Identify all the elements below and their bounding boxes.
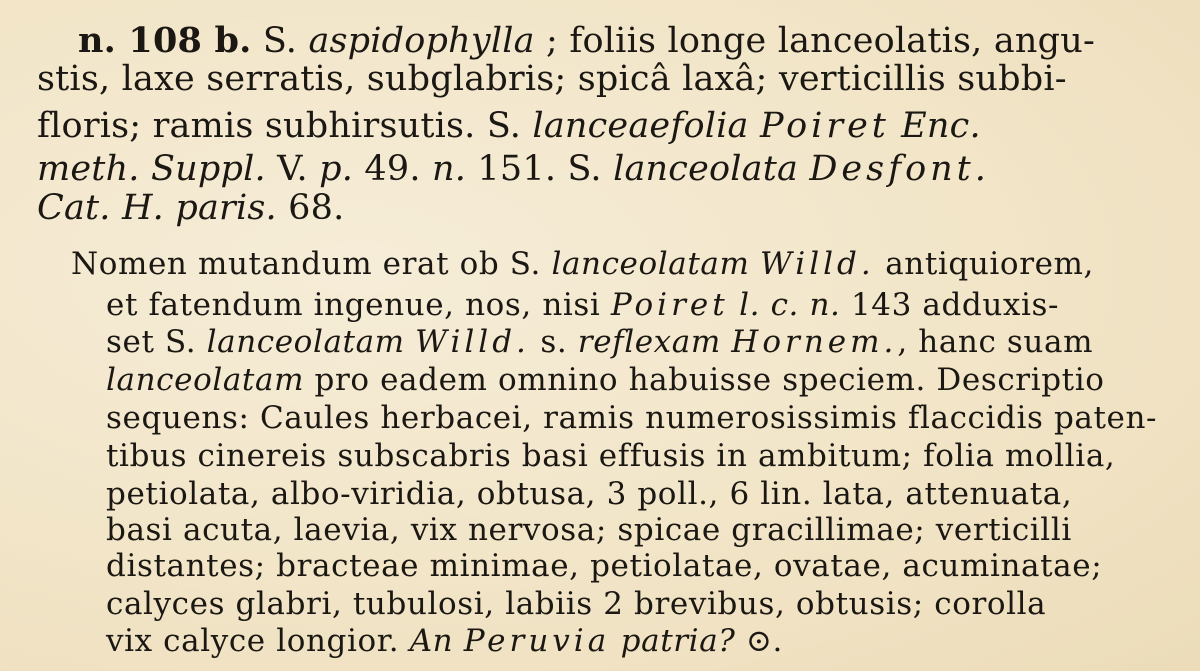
- entry-line-4-run-4: 49.: [353, 149, 433, 189]
- entry-line-5-run-1: Cat. H. paris.: [37, 188, 277, 228]
- note-line-8-run-1: basi acuta, laevia, vix nervosa; spicae gracillimae; verticilli: [106, 512, 1072, 548]
- entry-line-2-run-1: stis, laxe serratis, subglabris; spicâ laxâ; verticillis subbi-: [37, 59, 1067, 99]
- entry-line-4-run-6: 151. S.: [466, 149, 614, 189]
- note-line-1-run-4: antiquiorem,: [874, 246, 1095, 282]
- note-line-11-run-2: An: [409, 623, 464, 659]
- entry-line-3-run-2: lanceaefolia: [532, 106, 760, 146]
- note-line-1: [71, 245, 1094, 283]
- entry-line-5: [37, 189, 344, 227]
- note-line-10-run-1: calyces glabri, tubulosi, labiis 2 brevibus, obtusis; corolla: [106, 586, 1047, 622]
- note-line-4: [106, 361, 1105, 399]
- entry-line-3-run-3: Poiret: [759, 106, 890, 146]
- note-line-3-run-7: , hanc suam: [897, 324, 1094, 360]
- note-line-7: [106, 475, 1072, 513]
- entry-line-4-run-7: lanceolata: [613, 149, 810, 189]
- note-line-11: [106, 622, 783, 660]
- entry-line-4-run-2: V.: [265, 149, 320, 189]
- entry-line-1-run-2: S.: [251, 21, 309, 61]
- note-line-2-run-4: 143 adduxis-: [840, 287, 1060, 323]
- entry-line-4-run-1: meth. Suppl.: [37, 149, 266, 189]
- entry-line-4-run-8: Desfont.: [809, 149, 990, 189]
- note-line-9: [106, 547, 1102, 585]
- note-line-10: [106, 585, 1046, 623]
- entry-line-1-run-3: aspidophylla: [308, 21, 535, 61]
- entry-line-4-run-3: p.: [319, 149, 354, 189]
- note-line-11-run-3: Peruvia: [463, 623, 611, 659]
- entry-line-1: [78, 22, 1095, 60]
- note-line-5-run-1: sequens: Caules herbacei, ramis numerosissimis flaccidis paten-: [106, 400, 1158, 436]
- entry-line-2: [37, 60, 1067, 98]
- note-line-5: [106, 399, 1157, 437]
- note-line-3-run-3: Willd.: [415, 324, 530, 360]
- note-line-3-run-2: lanceolatam: [206, 324, 416, 360]
- note-line-1-run-2: lanceolatam: [551, 246, 760, 282]
- note-line-11-run-1: vix calyce longior.: [106, 623, 410, 659]
- note-line-6: [106, 437, 1115, 475]
- entry-line-5-run-2: 68.: [276, 188, 345, 228]
- entry-line-4-run-5: n.: [432, 149, 467, 189]
- entry-line-3: [37, 107, 981, 145]
- note-line-7-run-1: petiolata, albo-viridia, obtusa, 3 poll., 6 lin. lata, attenuata,: [106, 476, 1073, 512]
- entry-line-4: [37, 150, 990, 188]
- note-line-2-run-1: et fatendum ingenue, nos, nisi: [106, 287, 611, 323]
- entry-line-1-run-4: ; foliis longe lanceolatis, angu-: [534, 21, 1096, 61]
- note-line-8: [106, 511, 1072, 549]
- entry-line-3-run-1: floris; ramis subhirsutis. S.: [37, 106, 533, 146]
- note-line-4-run-2: pro eadem omnino habuisse speciem. Descriptio: [304, 362, 1105, 398]
- note-line-9-run-1: distantes; bracteae minimae, petiolatae, ovatae, acuminatae;: [106, 548, 1103, 584]
- note-line-3: [106, 323, 1093, 361]
- note-line-6-run-1: tibus cinereis subscabris basi effusis in ambitum; folia mollia,: [106, 438, 1116, 474]
- note-line-3-run-6: Hornem.: [731, 324, 898, 360]
- note-line-2: [106, 286, 1059, 324]
- note-line-3-run-1: set S.: [106, 324, 207, 360]
- entry-line-1-run-1: n. 108 b.: [78, 20, 252, 61]
- note-line-4-run-1: lanceolatam: [106, 362, 305, 398]
- entry-line-3-run-4: Enc.: [889, 106, 981, 146]
- note-line-2-run-3: l. c. n.: [728, 287, 841, 323]
- note-line-3-run-5: reflexam: [577, 324, 732, 360]
- note-line-11-run-4: patria?: [610, 623, 736, 659]
- note-line-11-run-5: ⊙.: [735, 623, 783, 659]
- note-line-1-run-1: Nomen mutandum erat ob S.: [71, 246, 552, 282]
- note-line-1-run-3: Willd.: [759, 246, 875, 282]
- note-line-3-run-4: s.: [529, 324, 578, 360]
- note-line-2-run-2: Poiret: [610, 287, 729, 323]
